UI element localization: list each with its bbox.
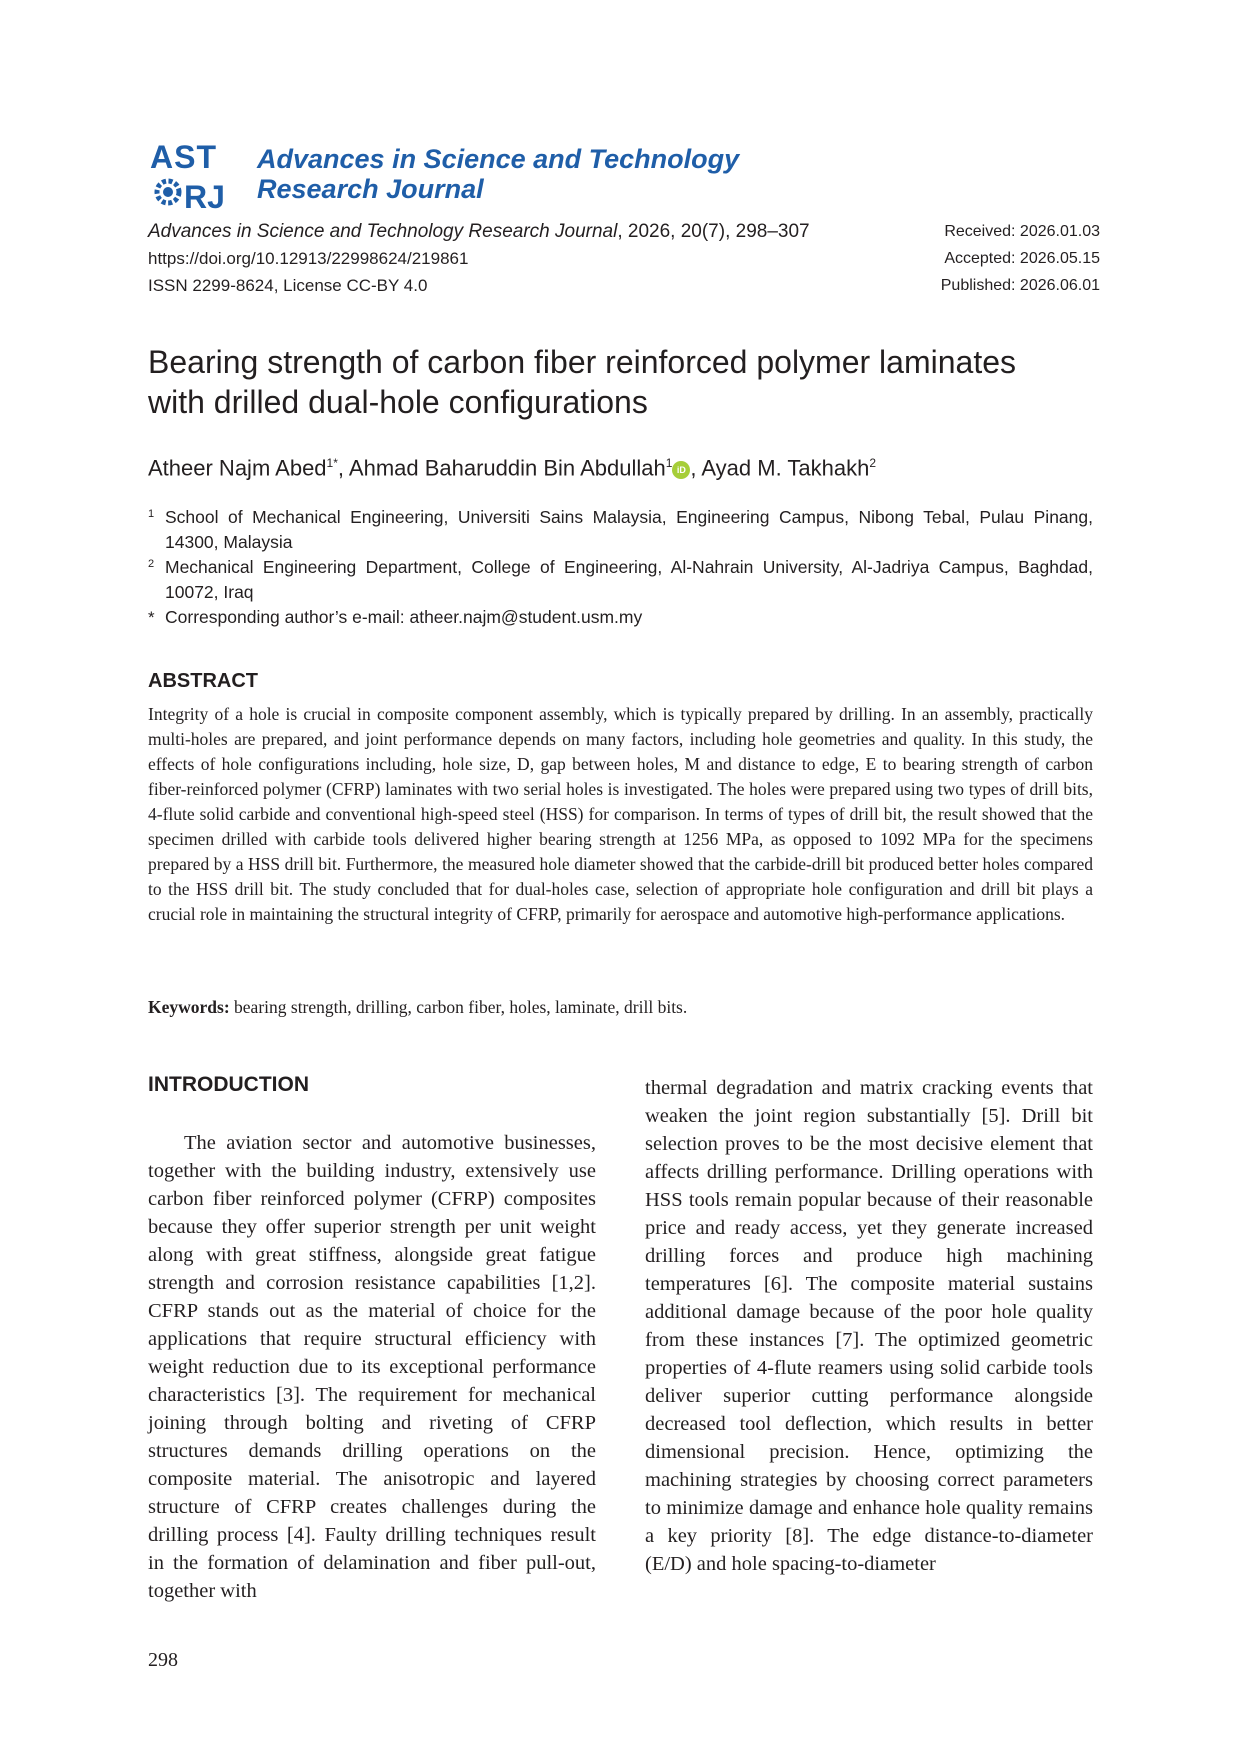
- svg-text:AST: AST: [150, 139, 217, 175]
- author-affil-mark: 2: [869, 456, 877, 470]
- body-column-left: [148, 1129, 596, 1605]
- affiliation-item: [148, 505, 1093, 555]
- body-column-right: [645, 1074, 1093, 1578]
- author-affil-mark: 1: [665, 456, 673, 470]
- author-name: Atheer Najm Abed: [148, 455, 327, 481]
- journal-logo: [148, 138, 240, 212]
- author-separator: ,: [337, 455, 349, 481]
- affiliation-mark: *: [148, 608, 155, 627]
- citation-volume: , 2026, 20(7), 298–307: [617, 221, 810, 242]
- citation: [148, 218, 810, 245]
- author-list: [148, 448, 1108, 483]
- title-line1: Bearing strength of carbon fiber reinforced polymer laminates: [148, 344, 1016, 380]
- keywords: [148, 995, 1093, 1020]
- affiliation-item: [148, 605, 1093, 630]
- journal-name: [257, 144, 857, 204]
- citation-journal: Advances in Science and Technology Research Journal: [148, 221, 618, 242]
- doi-link[interactable]: https://doi.org/10.12913/22998624/219861: [148, 249, 469, 268]
- abstract-text: Integrity of a hole is crucial in composite component assembly, which is typically prepared by drilling. In an assembly, practically multi-holes are prepared, and joint performance depends on many factors, including hole geometries and quality. In this study, the effects of hole configurations including, hole size, D, gap between holes, M and distance to edge, E to bearing strength of carbon fiber-reinforced polymer (CFRP) laminates with two serial holes is investigated. The holes were prepared using two types of drill bits, 4-flute solid carbide and conventional high-speed steel (HSS) for comparison. In terms of types of drill bit, the result showed that the specimen drilled with carbide tools delivered higher bearing strength at 1256 MPa, as opposed to 1092 MPa for the specimens prepared by a HSS drill bit. Furthermore, the measured hole diameter showed that the carbide-drill bit produced better holes compared to the HSS drill bit. The study concluded that for dual-holes case, selection of appropriate hole configuration and drill bit plays a crucial role in maintaining the structural integrity of CFRP, primarily for aerospace and automotive high-performance applications.: [148, 704, 1093, 924]
- accepted-date: Accepted: 2026.05.15: [944, 250, 1100, 267]
- affiliations: [148, 505, 1093, 630]
- corresponding-email: Corresponding author’s e-mail: atheer.najm@student.usm.my: [165, 607, 643, 627]
- introduction-heading: INTRODUCTION: [148, 1073, 309, 1096]
- affiliation-item: [148, 555, 1093, 605]
- citation-block: [148, 218, 810, 299]
- author-affil-mark: 1*: [326, 456, 338, 470]
- journal-name-line1: Advances in Science and Technology: [257, 144, 740, 174]
- page-number: 298: [148, 1649, 178, 1671]
- orcid-icon[interactable]: iD: [672, 461, 690, 479]
- affiliation-text: Mechanical Engineering Department, College of Engineering, Al-Nahrain University, Al-Jadriya Campus, Baghdad, 10072, Iraq: [165, 557, 1093, 602]
- svg-text:RJ: RJ: [184, 179, 225, 212]
- author-separator: ,: [690, 455, 702, 481]
- author-name: Ayad M. Takhakh: [701, 455, 870, 481]
- issn: ISSN 2299-8624, License CC-BY 4.0: [148, 276, 428, 295]
- affiliation-mark: 2: [148, 558, 155, 570]
- dates-block: [941, 218, 1100, 299]
- gear-icon: [157, 181, 179, 203]
- received-date: Received: 2026.01.03: [944, 223, 1100, 240]
- title-line2: with drilled dual-hole configurations: [148, 384, 648, 420]
- abstract-heading: ABSTRACT: [148, 670, 258, 692]
- affiliation-text: School of Mechanical Engineering, Universiti Sains Malaysia, Engineering Campus, Nibong Tebal, Pulau Pinang, 14300, Malaysia: [165, 507, 1093, 552]
- keywords-list: bearing strength, drilling, carbon fiber, holes, laminate, drill bits.: [229, 997, 688, 1017]
- author-name: Ahmad Baharuddin Bin Abdullah: [348, 455, 666, 481]
- published-date: Published: 2026.06.01: [940, 277, 1100, 294]
- keywords-label: Keywords:: [148, 997, 230, 1017]
- affiliation-mark: 1: [148, 508, 155, 520]
- body-paragraph: thermal degradation and matrix cracking events that weaken the joint region substantially [5]. Drill bit selection proves to be the most decisive element that affects drilling performance. Drilling operations with HSS tools remain popular because of their reasonable price and ready access, yet they generate increased drilling forces and produce high machining temperatures [6]. The composite material sustains additional damage because of the poor hole quality from these instances [7]. The optimized geometric properties of 4-flute reamers using solid carbide tools deliver superior cutting performance alongside decreased tool deflection, which results in better dimensional precision. Hence, optimizing the machining strategies by choosing correct parameters to minimize damage and enhance hole quality remains a key priority [8]. The edge distance-to-diameter (E/D) and hole spacing-to-diameter: [645, 1077, 1093, 1575]
- journal-name-line2: Research Journal: [257, 174, 484, 204]
- article-title: [148, 342, 1098, 422]
- body-paragraph: The aviation sector and automotive businesses, together with the building industry, extensively use carbon fiber reinforced polymer (CFRP) composites because they offer superior strength per unit weight along with great stiffness, alongside great fatigue strength and corrosion resistance capabilities [1,2]. CFRP stands out as the material of choice for the applications that require structural efficiency with weight reduction due to its exceptional performance characteristics [3]. The requirement for mechanical joining through bolting and riveting of CFRP structures demands drilling operations on the composite material. The anisotropic and layered structure of CFRP creates challenges during the drilling process [4]. Faulty drilling techniques result in the formation of delamination and fiber pull-out, together with: [148, 1132, 596, 1602]
